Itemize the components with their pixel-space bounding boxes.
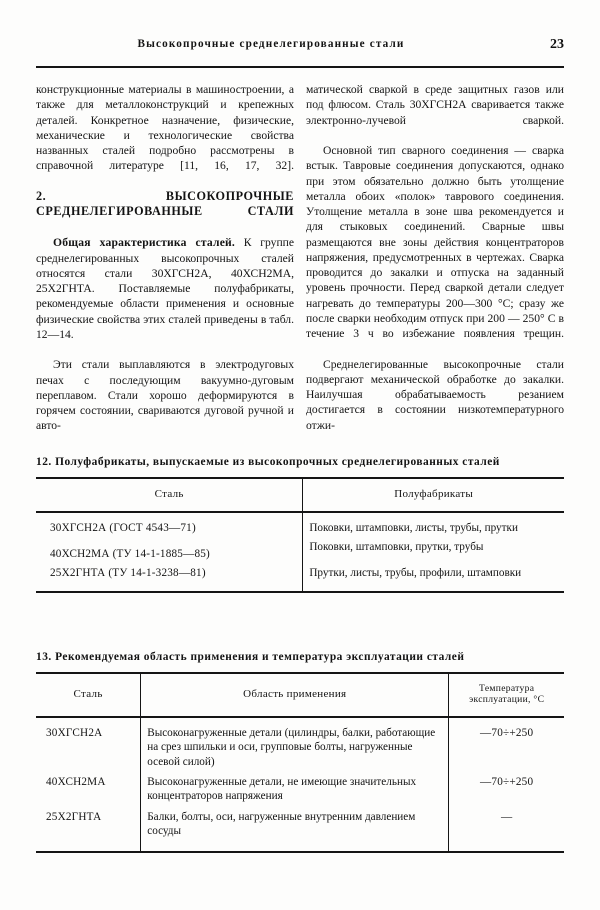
table-12-header-steel: Сталь (154, 487, 184, 500)
table-12-bottom-rule (36, 592, 564, 593)
table-13-bottom-rule (36, 852, 564, 853)
table-12-cell-steel-1: 30ХГСН2А (ГОСТ 4543—71) (50, 521, 196, 534)
table-row (36, 805, 564, 852)
table-13-block (36, 650, 564, 853)
table-12-head (36, 478, 564, 512)
paragraph-left-3: Эти стали выплавляются в электродуговых печах с последующим вакуумно-дуговым переплавом. Стали хорошо деформируются в горячем состоянии, свариваются дуговой ручной и авто- (36, 358, 294, 433)
table-12-caption: 12. Полуфабрикаты, выпускаемые из высокопрочных среднелегированных сталей (36, 456, 500, 468)
page-number: 23 (550, 37, 564, 52)
table-12-cell-products-1: Поковки, штамповки, листы, трубы, прутки (303, 512, 564, 539)
header-divider-rule (36, 66, 564, 68)
table-13-cell-steel-3: 25Х2ГНТА (46, 810, 102, 823)
text-column-left (36, 82, 294, 449)
table-13-cell-steel-1: 30ХГСН2А (46, 726, 103, 739)
table-13-body (36, 717, 564, 853)
table-13 (36, 672, 564, 853)
table-13-caption: 13. Рекомендуемая область применения и температура эксплуатации сталей (36, 651, 465, 663)
table-12-cell-products-3: Прутки, листы, трубы, профили, штамповки (303, 565, 564, 591)
table-13-cell-temperature-2: —70÷+250 (449, 770, 564, 805)
table-12-cell-products-2: Поковки, штамповки, прутки, трубы (303, 539, 564, 565)
table-13-header-row (36, 673, 564, 717)
table-row (36, 539, 564, 565)
table-12-header-row (36, 478, 564, 512)
table-row (36, 770, 564, 805)
running-head (36, 38, 564, 62)
paragraph-left-2-body: К группе среднелегированных высокопрочных сталей относятся стали 30ХГСН2А, 40ХСН2МА, 25Х2ГНТА. Поставляемые полуфабрикаты, рекомендуемые области применения и основные физические свойства этих сталей приведены в табл. 12—14. (36, 236, 294, 341)
section-heading: 2. ВЫСОКОПРОЧНЫЕ СРЕДНЕЛЕГИРОВАННЫЕ СТАЛИ (36, 188, 294, 219)
table-12-body (36, 512, 564, 593)
table-row (36, 717, 564, 770)
paragraph-left-1: конструкционные материалы в машиностроении, а также для металлоконструкций и крепежных деталей. Конкретное назначение, физические, механические и технологические свойства названных сталей подробно рассмотрены в справочной литературе [11, 16, 17, 32]. (36, 83, 294, 173)
table-13-cell-application-2: Высоконагруженные детали, не имеющие значительных концентраторов напряжения (141, 770, 449, 805)
table-13-head (36, 673, 564, 717)
table-12-block (36, 455, 564, 593)
table-12-cell-steel-3: 25Х2ГНТА (ТУ 14-1-3238—81) (50, 567, 206, 580)
table-12-header-products: Полуфабрикаты (303, 478, 564, 512)
table-13-cell-temperature-1: —70÷+250 (449, 717, 564, 770)
table-13-header-steel: Сталь (73, 687, 103, 700)
paragraph-left-2 (36, 235, 294, 357)
paragraph-right-2: Основной тип сварного соединения — сварка встык. Тавровые соединения допускаются, однако при этом обязательно должно быть утолщение металла обоих «полок» таврового соединения. Утолщение металла в зоне шва рекомендуется и для стыковых соединений. Сварные швы размещаются вне зоны действия концентраторов напряжения, предусмотренных в чертежах. Сварка проводится до закалки и отпуска на заданный уровень прочности. Перед сваркой детали следует нагревать до температуры 200—300 °C; сразу же после сварки необходим отпуск при 200 — 250° C в течение 3 ч во избежание появления трещин. (306, 144, 564, 340)
table-13-cell-application-1: Высоконагруженные детали (цилиндры, балки, работающие на срез шпильки и оси, групповые болты, нагруженные осевой силой) (141, 717, 449, 770)
running-head-title: Высокопрочные среднелегированные стали (137, 38, 405, 50)
paragraph-right-1: матической сваркой в среде защитных газов или под флюсом. Сталь 30ХГСН2А сваривается также электронно-лучевой сваркой. (306, 83, 564, 127)
table-13-cell-temperature-3: — (449, 805, 564, 852)
table-12 (36, 477, 564, 593)
table-row (36, 565, 564, 591)
table-row (36, 512, 564, 539)
table-13-header-temperature: Температура эксплуатации, °С (449, 673, 564, 717)
table-13-header-application: Область применения (141, 673, 449, 717)
paragraph-right-3: Среднелегированные высокопрочные стали подвергают механической обработке до закалки. Наилучшая обрабатываемость резанием достигается в состоянии низкотемпературного отжи- (306, 357, 564, 432)
table-13-cell-application-3: Балки, болты, оси, нагруженные внутренним давлением сосуды (141, 805, 449, 852)
paragraph-lead-in: Общая характеристика сталей. (53, 236, 236, 250)
table-13-cell-steel-2: 40ХСН2МА (46, 776, 106, 788)
text-column-right (306, 82, 564, 448)
table-12-cell-steel-2: 40ХСН2МА (ТУ 14-1-1885—85) (50, 548, 210, 560)
